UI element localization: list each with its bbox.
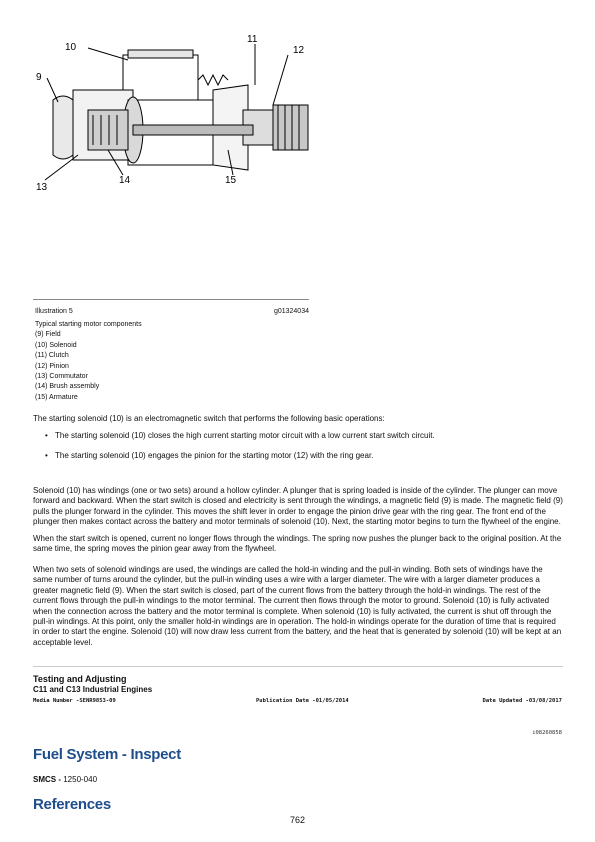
legend-item: (10) Solenoid [35,341,77,349]
callout-15: 15 [225,175,237,186]
smcs-label: SMCS - [33,775,61,784]
illustration-label: Illustration 5 [35,308,73,315]
solenoid-paragraph: Solenoid (10) has windings (one or two sets) around a hollow cylinder. A plunger that is spring loaded is inside of the cylinder. The plunger can move forward and backward. When the start switch is closed and electricity is sent through the windings, a magnetic field (9) is made. The magnetic field (9) pulls the plunger forward in the cylinder. This moves the shift lever in order to engage the pinion drive gear with the ring gear. The front end of the plunger then makes contact across the battery and motor terminals of solenoid (10). Next, the starting motor begins to turn the flywheel of the engine. [33,486,563,527]
media-number: Media Number -SENR9853-09 [33,698,116,704]
list-item: • The starting solenoid (10) closes the high current starting motor circuit with a low current start switch circuit. [33,431,563,451]
callout-13: 13 [36,182,48,193]
legend-item: (13) Commutator [35,373,88,381]
smcs-value: 1250-040 [61,775,98,784]
illustration-divider [33,299,309,300]
references-heading: References [33,796,111,813]
illustration-caption-row [35,308,309,315]
document-id: i08260858 [532,730,562,736]
callout-10: 10 [65,42,77,53]
callout-11: 11 [247,34,258,45]
section-divider [33,666,563,667]
legend-item: (12) Pinion [35,362,69,370]
illustration-legend [35,320,142,403]
callout-12: 12 [293,45,305,56]
doc-title: Testing and Adjusting [33,674,127,684]
page-number: 762 [289,815,306,825]
start-switch-paragraph: When the start switch is opened, current no longer flows through the windings. The spring now pushes the plunger back to the original position. At the same time, the spring moves the pinion gear away from the flywheel. [33,534,562,554]
legend-item: (9) Field [35,331,61,339]
doc-subtitle: C11 and C13 Industrial Engines [33,685,153,694]
callout-14: 14 [119,175,131,186]
date-updated: Date Updated -03/08/2017 [482,698,562,704]
callout-9: 9 [36,72,42,83]
illustration-code: g01324034 [273,308,309,315]
intro-paragraph: The starting solenoid (10) is an electromagnetic switch that performs the following basic operations: [33,414,385,423]
legend-item: (15) Armature [35,393,78,401]
section-title: Fuel System - Inspect [33,746,181,763]
legend-item: (11) Clutch [35,352,69,360]
smcs-code [33,775,97,784]
legend-title: Typical starting motor components [35,321,142,328]
starting-motor-illustration [33,30,318,195]
publication-date: Publication Date -01/05/2014 [256,698,349,704]
operations-list [33,431,563,471]
windings-paragraph: When two sets of solenoid windings are used, the windings are called the hold-in winding and the pull-in winding. Both sets of windings have the same number of turns around the cylinder, but the pull-in winding uses a wire with a larger diameter. The wire with a larger diameter produces a greater magnetic field (9). When the start switch is closed, part of the current flows from the battery through the hold-in windings. The rest of the current flows through the pull-in windings to the motor terminal. The current then flows through the motor to ground. Solenoid (10) is fully activated when the connection across the battery and the motor terminal is complete. When solenoid (10) is fully activated, the current is shut off through the pull-in windings. At this point, only the smaller hold-in windings are in operation. The hold-in windings operate for the duration of time that is required in order to start the engine. Solenoid (10) will now draw less current from the battery, and the heat that is generated by solenoid (10) will be kept at an acceptable level. [33,565,562,647]
legend-item: (14) Brush assembly [35,383,100,391]
list-item: • The starting solenoid (10) engages the pinion for the starting motor (12) with the ring gear. [33,451,563,471]
